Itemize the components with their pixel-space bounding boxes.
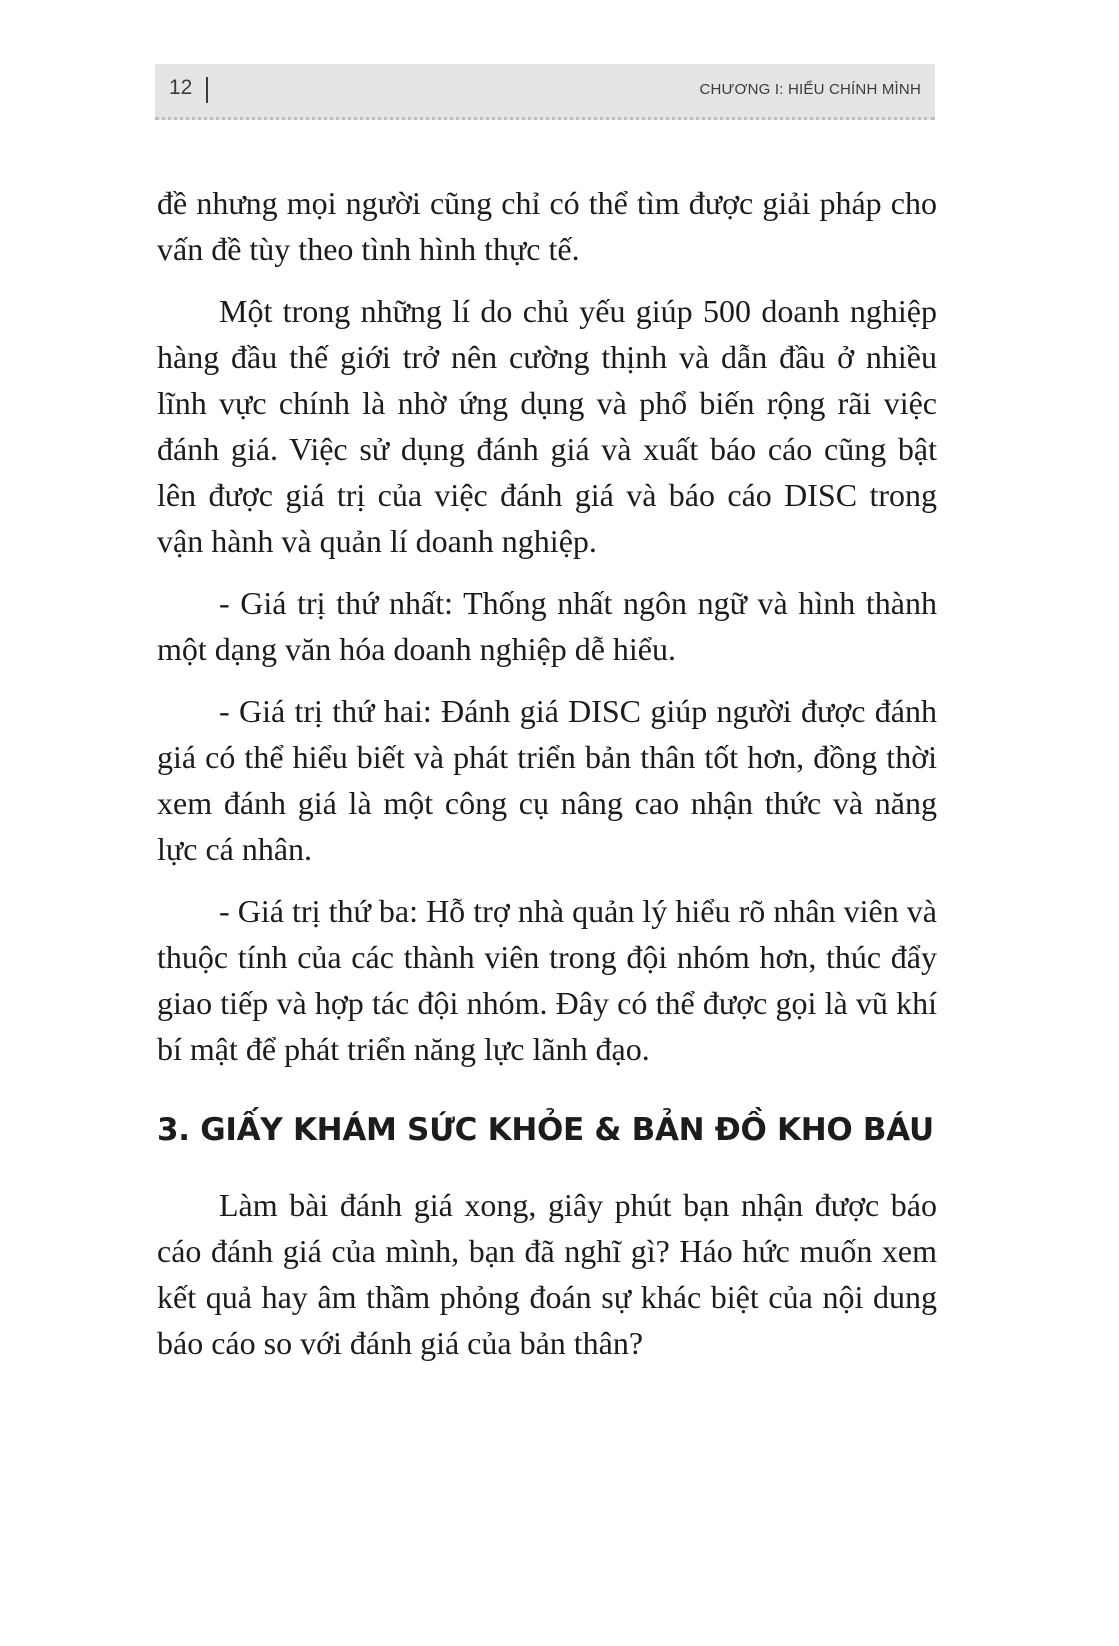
page-body bbox=[157, 180, 937, 1382]
paragraph-value-1: - Giá trị thứ nhất: Thống nhất ngôn ngữ và hình thành một dạng văn hóa doanh nghiệp dễ hiểu. bbox=[157, 585, 937, 667]
paragraph-section-intro: Làm bài đánh giá xong, giây phút bạn nhận được báo cáo đánh giá của mình, bạn đã nghĩ gì? Háo hức muốn xem kết quả hay âm thầm phỏng đoán sự khác biệt của nội dung báo cáo so với đánh giá của bản thân? bbox=[157, 1187, 937, 1361]
header-divider bbox=[206, 77, 208, 103]
paragraph-value-2: - Giá trị thứ hai: Đánh giá DISC giúp người được đánh giá có thể hiểu biết và phát triển bản thân tốt hơn, đồng thời xem đánh giá là một công cụ nâng cao nhận thức và năng lực cá nhân. bbox=[157, 693, 937, 867]
running-header bbox=[155, 64, 935, 120]
section-heading: 3. GIẤY KHÁM SỨC KHỎE & BẢN ĐỒ KHO BÁU bbox=[157, 1112, 934, 1148]
paragraph-intro: Một trong những lí do chủ yếu giúp 500 doanh nghiệp hàng đầu thế giới trở nên cường thịnh và dẫn đầu ở nhiều lĩnh vực chính là nhờ ứng dụng và phổ biến rộng rãi việc đánh giá. Việc sử dụng đánh giá và xuất báo cáo cũng bật lên được giá trị của việc đánh giá và báo cáo DISC trong vận hành và quản lí doanh nghiệp. bbox=[157, 293, 937, 559]
paragraph-continuation: đề nhưng mọi người cũng chỉ có thể tìm được giải pháp cho vấn đề tùy theo tình hình thực tế. bbox=[157, 185, 937, 267]
chapter-title: CHƯƠNG I: HIỂU CHÍNH MÌNH bbox=[699, 81, 921, 98]
page-number: 12 bbox=[169, 76, 193, 99]
paragraph-value-3: - Giá trị thứ ba: Hỗ trợ nhà quản lý hiểu rõ nhân viên và thuộc tính của các thành viên trong đội nhóm hơn, thúc đẩy giao tiếp và hợp tác đội nhóm. Đây có thể được gọi là vũ khí bí mật để phát triển năng lực lãnh đạo. bbox=[157, 893, 937, 1067]
